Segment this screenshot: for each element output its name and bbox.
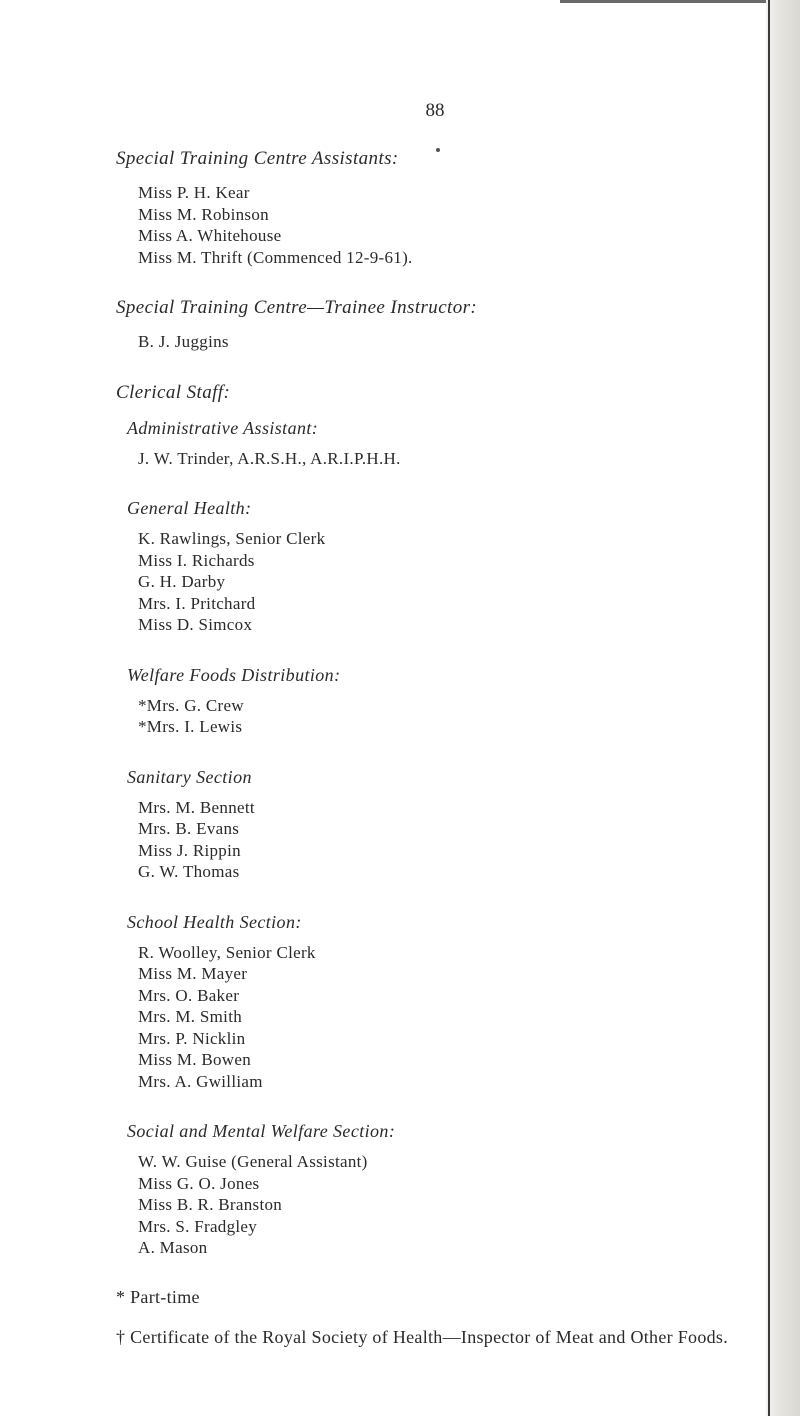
subsection-school-health <box>116 910 756 1093</box>
list-item: R. Woolley, Senior Clerk <box>138 942 316 962</box>
staff-list <box>116 146 756 1348</box>
page-edge-shadow <box>766 0 800 1416</box>
list-item: Miss M. Mayer <box>138 964 248 983</box>
footnote-part-time: * Part-time <box>116 1286 200 1307</box>
section-trainee-instructor <box>116 295 756 353</box>
list-item: Miss M. Bowen <box>138 1050 251 1069</box>
subsection-heading: Administrative Assistant: <box>127 417 319 438</box>
name-list <box>138 331 756 353</box>
subsection-heading: General Health: <box>127 498 252 518</box>
list-item: A. Mason <box>138 1238 208 1257</box>
list-item: *Mrs. G. Crew <box>138 695 244 715</box>
subsection-welfare-foods <box>116 663 756 738</box>
section-training-assistants <box>116 146 756 268</box>
list-item: W. W. Guise (General Assistant) <box>138 1152 368 1171</box>
list-item: Miss A. Whitehouse <box>138 226 282 245</box>
list-item: Mrs. M. Bennett <box>138 797 255 817</box>
footnote-certificate: † Certificate of the Royal Society of Health—Inspector of Meat and Other Foods. <box>116 1326 729 1347</box>
list-item: G. W. Thomas <box>138 862 240 881</box>
section-heading: Clerical Staff: <box>116 381 231 403</box>
page-edge-line <box>768 0 770 1416</box>
list-item: Mrs. I. Pritchard <box>138 593 256 613</box>
name-list <box>138 695 756 738</box>
section-heading: Special Training Centre Assistants: <box>116 148 399 169</box>
list-item: Miss M. Robinson <box>138 204 269 224</box>
scan-edge-line <box>560 0 770 3</box>
name-list <box>138 182 756 268</box>
name-list <box>138 528 756 636</box>
subsection-heading: School Health Section: <box>127 911 302 932</box>
section-heading: Special Training Centre—Trainee Instructor: <box>116 297 478 318</box>
name-list <box>138 942 756 1093</box>
list-item: Miss G. O. Jones <box>138 1173 260 1193</box>
subsection-heading: Welfare Foods Distribution: <box>127 664 341 685</box>
list-item: Miss P. H. Kear <box>138 183 250 202</box>
subsection-sanitary <box>116 765 756 883</box>
list-item: Miss I. Richards <box>138 550 255 570</box>
list-item: Mrs. S. Fradgley <box>138 1216 258 1236</box>
subsection-social-mental-welfare <box>116 1119 756 1259</box>
subsection-administrative <box>116 416 756 470</box>
subsection-general-health <box>116 496 756 636</box>
list-item: Miss B. R. Branston <box>138 1195 283 1214</box>
list-item: J. W. Trinder, A.R.S.H., A.R.I.P.H.H. <box>138 448 401 468</box>
list-item: Miss D. Simcox <box>138 615 253 634</box>
list-item: B. J. Juggins <box>138 332 229 351</box>
list-item: Miss J. Rippin <box>138 840 241 860</box>
list-item: Mrs. A. Gwilliam <box>138 1071 263 1091</box>
list-item: *Mrs. I. Lewis <box>138 717 243 736</box>
subsection-heading: Social and Mental Welfare Section: <box>127 1121 396 1141</box>
list-item: K. Rawlings, Senior Clerk <box>138 529 326 548</box>
list-item: Mrs. B. Evans <box>138 819 240 838</box>
name-list <box>138 797 756 883</box>
section-clerical-staff <box>116 380 756 1259</box>
page-number: 88 <box>425 100 445 121</box>
list-item: Mrs. P. Nicklin <box>138 1028 246 1048</box>
list-item: Mrs. O. Baker <box>138 985 240 1005</box>
list-item: G. H. Darby <box>138 572 226 591</box>
subsection-heading: Sanitary Section <box>127 766 252 787</box>
name-list <box>138 448 756 470</box>
list-item: Miss M. Thrift (Commenced 12-9-61). <box>138 247 413 267</box>
name-list <box>138 1151 756 1259</box>
list-item: Mrs. M. Smith <box>138 1007 243 1026</box>
